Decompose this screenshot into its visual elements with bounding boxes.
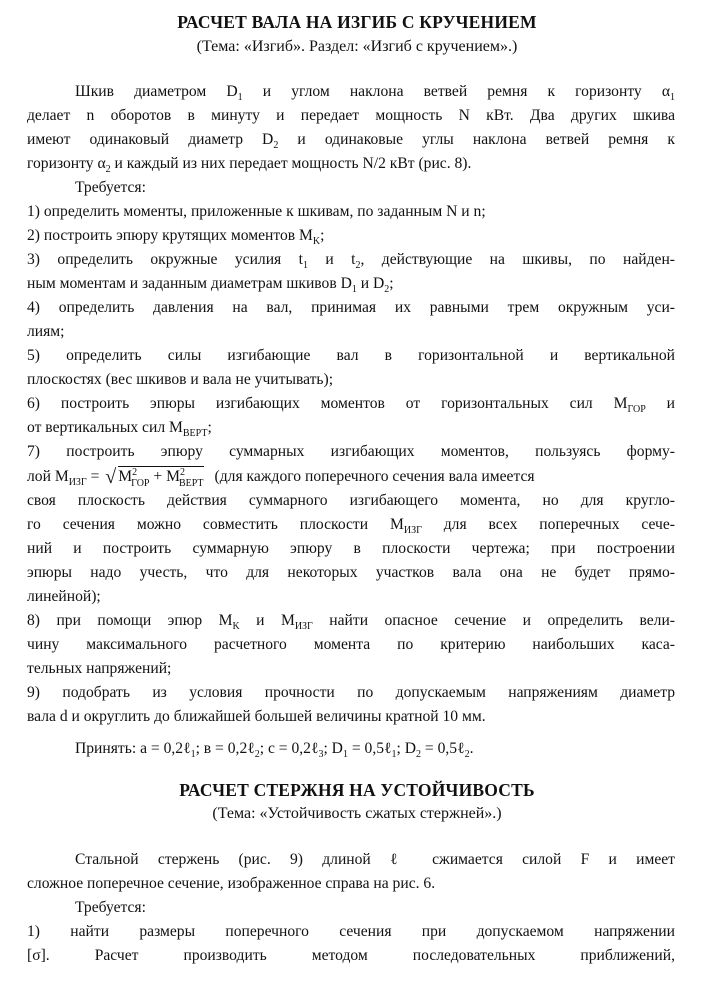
section2-subtitle: (Тема: «Устойчивость сжатых стержней».) <box>212 805 502 822</box>
item-3-line-1: 3) определить окружные усилия $t_1$ и $t_2$, действующие на шкивы, по найден- <box>27 251 675 272</box>
item-6-line-2: от вертикальных сил $M_{ВЕРТ}$; <box>27 419 212 440</box>
item-9-line-2: вала d и округлить до ближайшей большей величины кратной 10 мм. <box>27 708 486 725</box>
item-8-line-1: 8) при помощи эпюр $M_K$ и $M_{ИЗГ}$ найти опасное сечение и определить вели- <box>27 612 675 633</box>
section2-line-1: Стальной стержень (рис. 9) длиной ℓ сжимается силой F и имеет <box>75 851 675 868</box>
required-label-1: Требуется: <box>75 179 146 196</box>
item-7-formula-line: лой $M_{ИЗГ}$ = √ $M^2_{ГОР} + M^2_{ВЕРТ}$ (для каждого поперечного сечения вала имеется <box>27 466 535 489</box>
intro-line-3: имеют одинаковый диаметр $D_2$ и одинаковые углы наклона ветвей ремня к <box>27 131 675 152</box>
item-1: 1) определить моменты, приложенные к шкивам, по заданным N и n; <box>27 203 486 220</box>
square-root-formula: √ $M^2_{ГОР} + M^2_{ВЕРТ}$ <box>105 466 204 489</box>
item-7-line-6: эпюры надо учесть, что для некоторых участков вала она не будет прямо- <box>27 564 675 581</box>
item-4-line-2: лиям; <box>27 323 65 340</box>
item-9-line-1: 9) подобрать из условия прочности по допускаемым напряжениям диаметр <box>27 684 675 701</box>
section2-title: РАСЧЕТ СТЕРЖНЯ НА УСТОЙЧИВОСТЬ <box>179 780 535 800</box>
accept-line: Принять: a = 0,2ℓ$_1$; в = 0,2ℓ$_2$; c = 0,2ℓ$_3$; $D_1$ = 0,5ℓ$_1$; $D_2$ = 0,5ℓ$_2$. <box>75 740 474 761</box>
item-7-line-3: своя плоскость действия суммарного изгибающего момента, но для кругло- <box>27 492 675 509</box>
section2-line-2: сложное поперечное сечение, изображенное справа на рис. 6. <box>27 875 436 892</box>
section2-item-1-line-2: [σ]. Расчет производить методом последовательных приближений, <box>27 947 675 964</box>
section1-subtitle: (Тема: «Изгиб». Раздел: «Изгиб с кручением».) <box>196 38 518 55</box>
section2-item-1-line-1: 1) найти размеры поперечного сечения при допускаемом напряжении <box>27 923 675 940</box>
item-2: 2) построить эпюру крутящих моментов $M_K$; <box>27 227 325 248</box>
item-8-line-2: чину максимального расчетного момента по критерию наибольших каса- <box>27 636 675 653</box>
item-7-line-5: ний и построить суммарную эпюру в плоскости чертежа; при построении <box>27 540 675 557</box>
item-5-line-1: 5) определить силы изгибающие вал в горизонтальной и вертикальной <box>27 347 675 364</box>
intro-line-1: Шкив диаметром $D_1$ и углом наклона ветвей ремня к горизонту $\alpha_1$ <box>75 83 675 104</box>
item-3-line-2: ным моментам и заданным диаметрам шкивов $D_1$ и $D_2$; <box>27 275 394 296</box>
intro-line-4: горизонту $\alpha_2$ и каждый из них передает мощность N/2 кВт (рис. 8). <box>27 155 472 176</box>
item-7-line-7: линейной); <box>27 588 101 605</box>
item-4-line-1: 4) определить давления на вал, принимая их равными трем окружным уси- <box>27 299 675 316</box>
intro-line-2: делает n оборотов в минуту и передает мощность N кВт. Два других шкива <box>27 107 675 124</box>
item-5-line-2: плоскостях (вес шкивов и вала не учитывать); <box>27 371 334 388</box>
item-7-line-4: го сечения можно совместить плоскости $M_{ИЗГ}$ для всех поперечных сече- <box>27 516 675 537</box>
item-7-line-1: 7) построить эпюру суммарных изгибающих моментов, пользуясь форму- <box>27 443 675 460</box>
item-6-line-1: 6) построить эпюры изгибающих моментов от горизонтальных сил $M_{ГОР}$ и <box>27 395 675 416</box>
item-8-line-3: тельных напряжений; <box>27 660 172 677</box>
required-label-2: Требуется: <box>75 899 146 916</box>
section1-title: РАСЧЕТ ВАЛА НА ИЗГИБ С КРУЧЕНИЕМ <box>177 12 537 32</box>
